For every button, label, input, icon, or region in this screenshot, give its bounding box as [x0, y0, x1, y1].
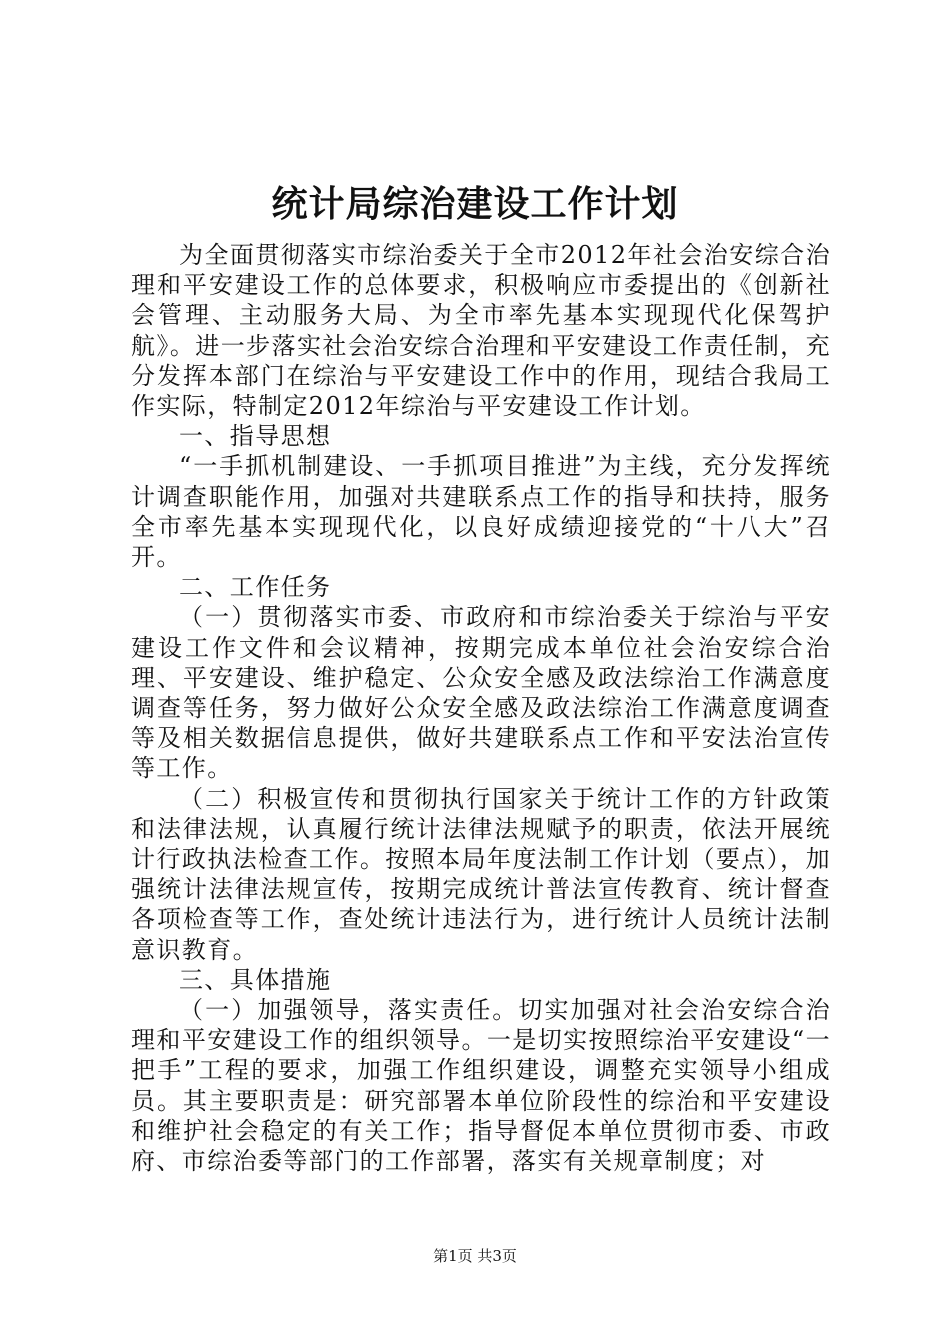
document-title: 统计局综治建设工作计划: [271, 183, 679, 225]
section-heading-work-tasks: 二、工作任务: [179, 573, 332, 602]
paragraph-task-1: （一）贯彻落实市委、市政府和市综治委关于综治与平安建设工作文件和会议精神，按期完成本单位社会治安综合治理、平安建设、维护稳定、公众安全感及政法综治工作满意度调查等任务，努力做好公众安全感及政法综治工作满意度调查等及相关数据信息提供，做好共建联系点工作和平安法治宣传等工作。: [131, 603, 831, 783]
section-heading-measures: 三、具体措施: [179, 965, 332, 994]
document-body: [131, 240, 831, 1176]
paragraph-task-2: （二）积极宣传和贯彻执行国家关于统计工作的方针政策和法律法规，认真履行统计法律法规赋予的职责，依法开展统计行政执法检查工作。按照本局年度法制工作计划（要点），加强统计法律法规宣传，按期完成统计普法宣传教育、统计督查各项检查等工作，查处统计违法行为，进行统计人员统计法制意识教育。: [131, 784, 831, 964]
paragraph-guiding-ideology: “一手抓机制建设、一手抓项目推进”为主线，充分发挥统计调查职能作用，加强对共建联系点工作的指导和扶持，服务全市率先基本实现现代化，以良好成绩迎接党的“十八大”召开。: [131, 452, 831, 572]
section-heading-guiding-ideology: 一、指导思想: [179, 422, 332, 451]
page-footer: 第1页 共3页: [433, 1247, 517, 1265]
paragraph-intro: 为全面贯彻落实市综治委关于全市2012年社会治安综合治理和平安建设工作的总体要求，积极响应市委提出的《创新社会管理、主动服务大局、为全市率先基本实现现代化保驾护航》。进一步落实社会治安综合治理和平安建设工作责任制，充分发挥本部门在综治与平安建设工作中的作用，现结合我局工作实际，特制定2012年综治与平安建设工作计划。: [131, 241, 831, 421]
paragraph-measure-1: （一）加强领导，落实责任。切实加强对社会治安综合治理和平安建设工作的组织领导。一是切实按照综治平安建设“一把手”工程的要求，加强工作组织建设，调整充实领导小组成员。其主要职责是：研究部署本单位阶段性的综治和平安建设和维护社会稳定的有关工作；指导督促本单位贯彻市委、市政府、市综治委等部门的工作部署，落实有关规章制度；对: [131, 996, 831, 1176]
